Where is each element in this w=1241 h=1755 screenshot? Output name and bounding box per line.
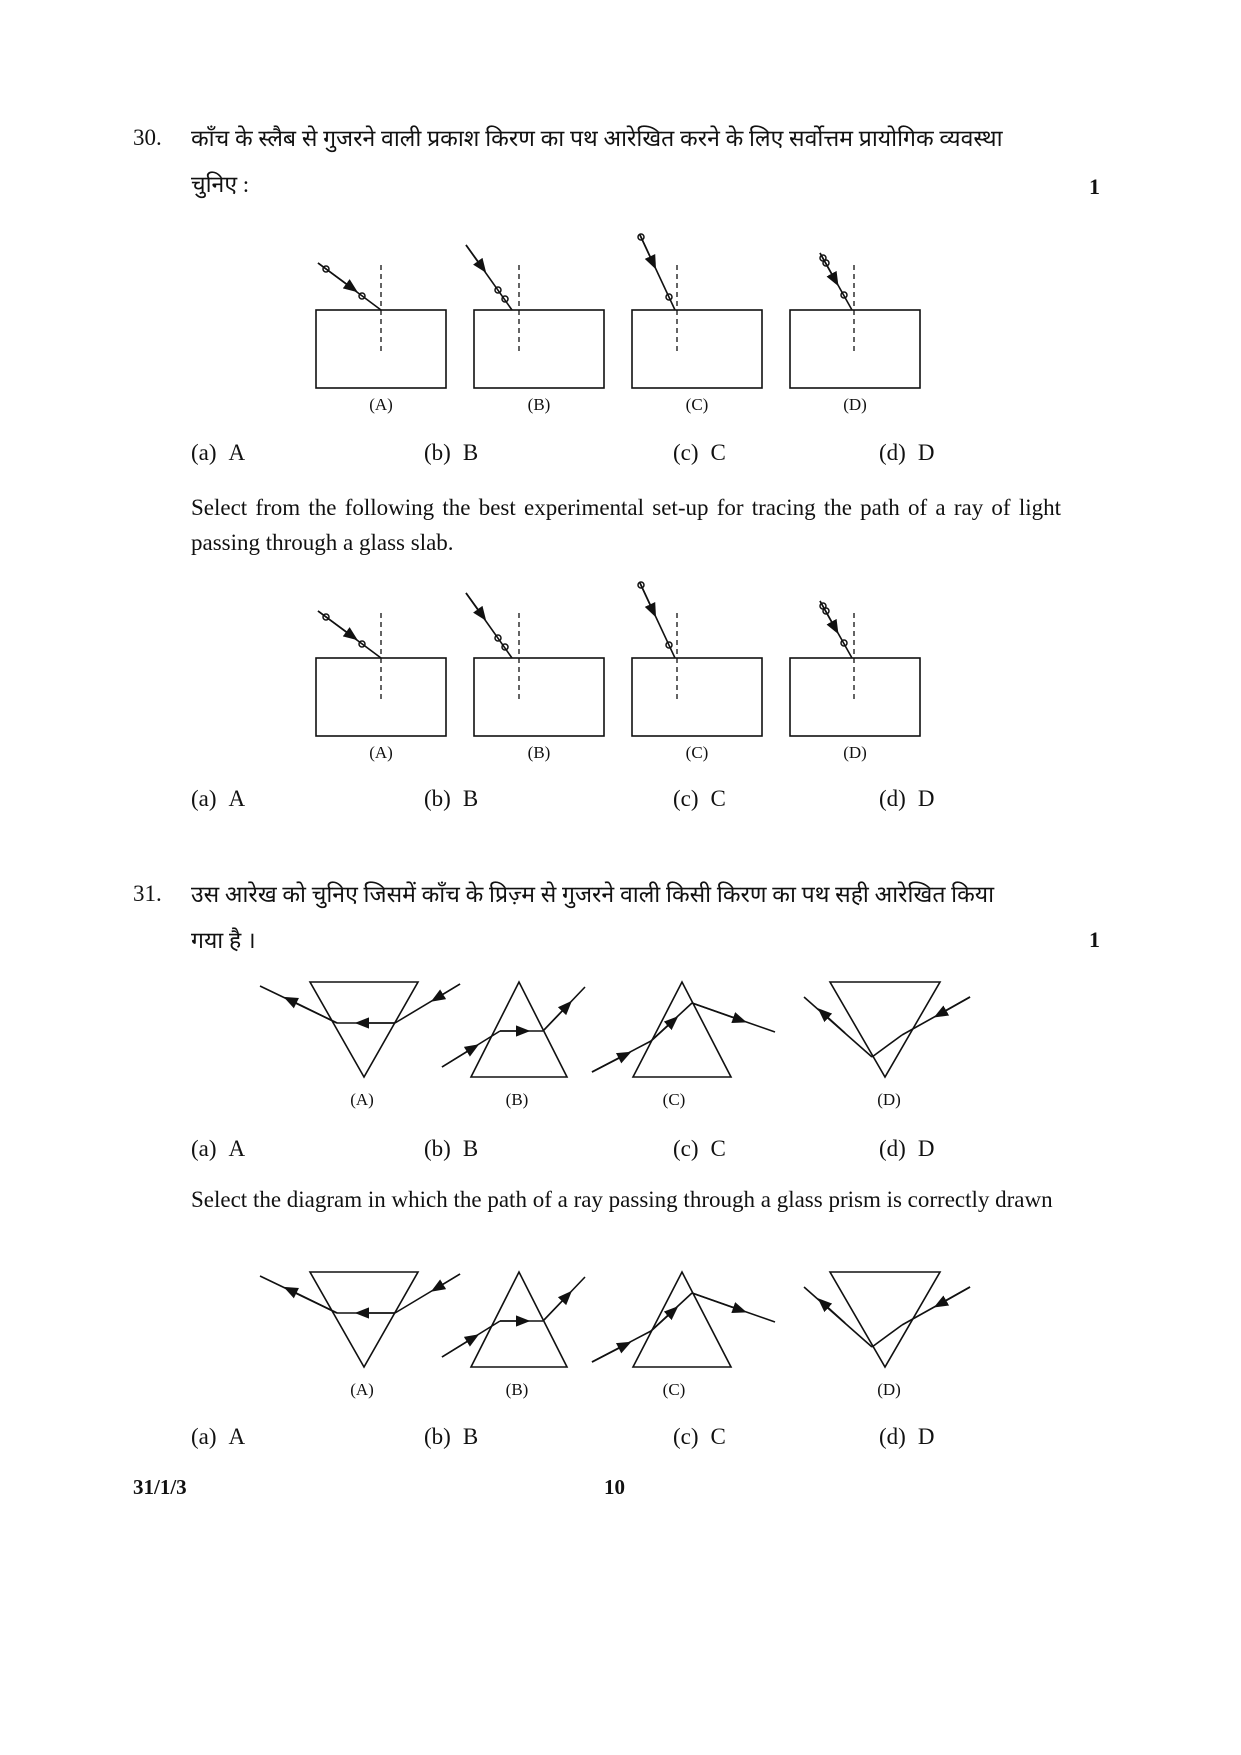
prism-diagram-c xyxy=(592,982,775,1077)
option-label: (a) xyxy=(191,440,217,465)
prism-diagram-a xyxy=(260,982,460,1077)
page-number: 10 xyxy=(604,1475,625,1499)
q30-option-a-en xyxy=(191,786,245,812)
fig-label-b: (B) xyxy=(505,1090,529,1109)
prism-diagram-d xyxy=(804,982,970,1077)
fig-label-c: (C) xyxy=(685,743,709,762)
option-text: A xyxy=(228,1136,246,1161)
fig-label-c: (C) xyxy=(662,1380,686,1399)
q30-english-text: Select from the following the best experimental set-up for tracing the path of a ray of light passing through a glass slab. xyxy=(191,495,1061,555)
fig-label-c: (C) xyxy=(662,1090,686,1109)
paper-code: 31/1/3 xyxy=(133,1475,187,1499)
slab-diagram-c xyxy=(632,234,762,388)
option-label: (a) xyxy=(191,1136,217,1161)
q31-option-b xyxy=(424,1136,478,1162)
slab-diagram-c xyxy=(632,582,762,736)
fig-label-d: (D) xyxy=(877,1380,901,1399)
q30-slab-figure-english xyxy=(300,573,950,773)
q30-option-c xyxy=(673,440,726,466)
option-text: A xyxy=(228,440,246,465)
fig-label-b: (B) xyxy=(505,1380,529,1399)
q30-hindi-line2: चुनिए : xyxy=(191,172,250,197)
fig-label-b: (B) xyxy=(527,395,551,414)
option-text: C xyxy=(710,1424,726,1449)
q30-number: 30. xyxy=(133,125,162,150)
slab-diagram-b xyxy=(466,245,604,388)
option-label: (b) xyxy=(424,786,451,811)
slab-diagram-d xyxy=(790,253,920,388)
fig-label-a: (A) xyxy=(369,395,393,414)
option-text: D xyxy=(917,786,935,811)
q30-option-d-en xyxy=(879,786,934,812)
option-label: (c) xyxy=(673,786,699,811)
q31-hindi-text xyxy=(191,872,1061,964)
q31-option-a-en xyxy=(191,1424,245,1450)
q31-marks: 1 xyxy=(1089,927,1100,952)
q30-hindi-text xyxy=(191,116,1061,208)
option-text: C xyxy=(710,1136,726,1161)
option-text: C xyxy=(710,440,726,465)
prism-diagram-c xyxy=(592,1272,775,1367)
option-text: D xyxy=(917,1136,935,1161)
slab-diagram-a xyxy=(316,611,446,736)
q31-option-d xyxy=(879,1136,934,1162)
prism-diagram-b xyxy=(442,1272,585,1367)
option-text: A xyxy=(228,1424,246,1449)
option-label: (a) xyxy=(191,786,217,811)
q30-option-a xyxy=(191,440,245,466)
prism-diagram-d xyxy=(804,1272,970,1367)
q31-hindi-line2: गया है । xyxy=(191,928,256,953)
q31-option-c-en xyxy=(673,1424,726,1450)
option-text: B xyxy=(462,1424,479,1449)
fig-label-c: (C) xyxy=(685,395,709,414)
option-text: B xyxy=(462,1136,479,1161)
q31-prism-figure-hindi xyxy=(255,975,985,1115)
fig-label-d: (D) xyxy=(843,395,867,414)
option-label: (a) xyxy=(191,1424,217,1449)
q31-option-a xyxy=(191,1136,245,1162)
option-label: (d) xyxy=(879,786,906,811)
q30-option-c-en xyxy=(673,786,726,812)
q30-option-b-en xyxy=(424,786,478,812)
q30-option-b xyxy=(424,440,478,466)
option-text: C xyxy=(710,786,726,811)
q30-option-d xyxy=(879,440,934,466)
q31-hindi-line1: उस आरेख को चुनिए जिसमें काँच के प्रिज़्म से गुजरने वाली किसी किरण का पथ सही आरेखित किया xyxy=(191,882,995,907)
option-label: (b) xyxy=(424,1424,451,1449)
option-text: B xyxy=(462,440,479,465)
q30-marks: 1 xyxy=(1089,174,1100,199)
q31-option-d-en xyxy=(879,1424,934,1450)
prism-diagram-a xyxy=(260,1272,460,1367)
option-label: (d) xyxy=(879,440,906,465)
option-label: (b) xyxy=(424,440,451,465)
q31-option-b-en xyxy=(424,1424,478,1450)
fig-label-a: (A) xyxy=(350,1090,374,1109)
q31-english-text: Select the diagram in which the path of a ray passing through a glass prism is correctly drawn xyxy=(191,1187,1053,1212)
option-label: (d) xyxy=(879,1424,906,1449)
slab-diagram-d xyxy=(790,601,920,736)
option-text: B xyxy=(462,786,479,811)
q31-option-c xyxy=(673,1136,726,1162)
q30-hindi-line1: काँच के स्लैब से गुजरने वाली प्रकाश किरण का पथ आरेखित करने के लिए सर्वोत्तम प्रायोगिक व्यवस्था xyxy=(191,126,1003,151)
q30-slab-figure-hindi xyxy=(300,225,950,425)
option-label: (c) xyxy=(673,440,699,465)
fig-label-a: (A) xyxy=(350,1380,374,1399)
option-label: (c) xyxy=(673,1424,699,1449)
option-label: (d) xyxy=(879,1136,906,1161)
prism-diagram-b xyxy=(442,982,585,1077)
q31-prism-figure-english xyxy=(255,1265,985,1405)
slab-diagram-a xyxy=(316,263,446,388)
option-text: D xyxy=(917,1424,935,1449)
fig-label-d: (D) xyxy=(843,743,867,762)
q31-number: 31. xyxy=(133,881,162,906)
option-text: A xyxy=(228,786,246,811)
fig-label-d: (D) xyxy=(877,1090,901,1109)
fig-label-b: (B) xyxy=(527,743,551,762)
slab-diagram-b xyxy=(466,593,604,736)
option-text: D xyxy=(917,440,935,465)
option-label: (c) xyxy=(673,1136,699,1161)
fig-label-a: (A) xyxy=(369,743,393,762)
option-label: (b) xyxy=(424,1136,451,1161)
